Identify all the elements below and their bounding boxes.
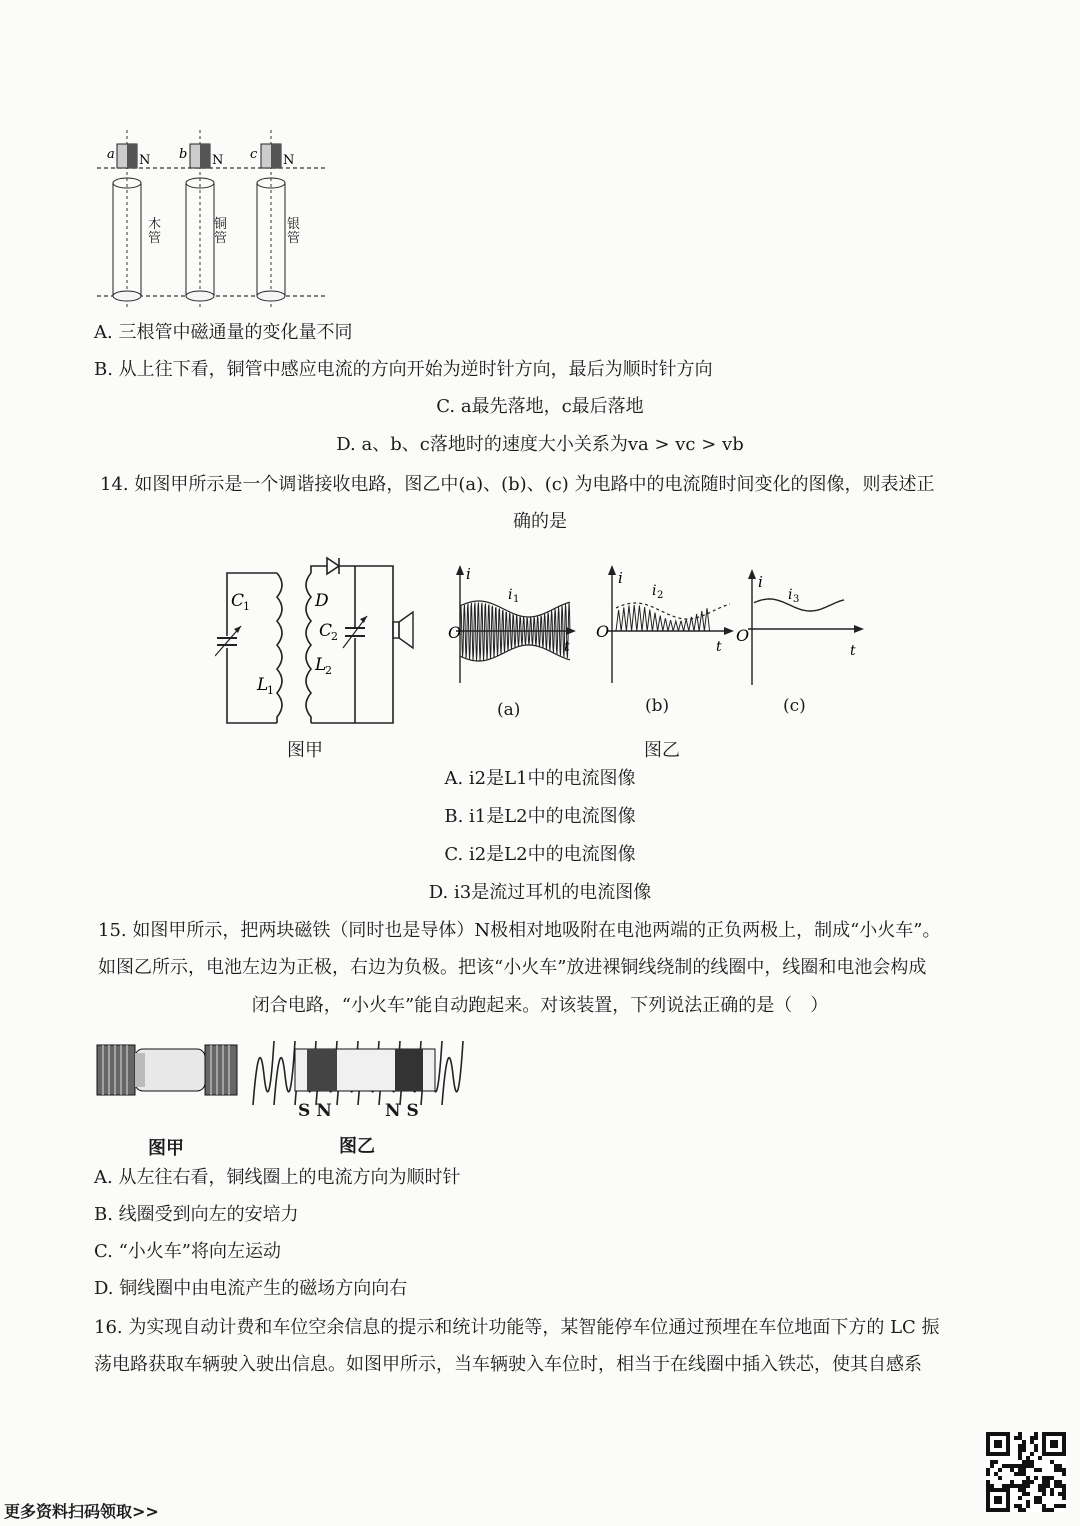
label-c1-sub: 1	[243, 600, 250, 613]
graph-b	[596, 565, 734, 683]
tube-label-copper: 铜管	[214, 217, 228, 246]
q14-stem-line1: 14. 如图甲所示是一个调谐接收电路，图乙中(a)、(b)、(c) 为电路中的电流随时间变化的图像，则表述正	[100, 474, 935, 495]
q14-option-a: A. i2是L1中的电流图像	[444, 768, 636, 789]
q15-fig-a-caption: 图甲	[148, 1138, 184, 1159]
q13-option-d: D. a、b、c落地时的速度大小关系为va > vc > vb	[336, 434, 744, 455]
svg-text:3: 3	[793, 594, 800, 605]
q16-stem-line1: 16. 为实现自动计费和车位空余信息的提示和统计功能等，某智能停车位通过预埋在车位地面下方的 LC 振	[94, 1317, 940, 1338]
q15-option-b: B. 线圈受到向左的安培力	[94, 1204, 299, 1225]
train-fig-a	[97, 1045, 237, 1095]
svg-text:i: i	[788, 587, 793, 603]
tube-label-silver: 银管	[287, 217, 301, 246]
pole-label-c: N	[283, 153, 295, 168]
q15-fig-b-caption: 图乙	[339, 1136, 375, 1157]
current-graphs	[440, 565, 875, 695]
q14-option-c: C. i2是L2中的电流图像	[444, 844, 636, 865]
svg-text:O: O	[736, 626, 750, 645]
graph-a-caption: (a)	[497, 700, 521, 720]
svg-text:i: i	[466, 565, 471, 583]
q15-stem-line3: 闭合电路，“小火车”能自动跑起来。对该装置，下列说法正确的是（ ）	[251, 995, 829, 1016]
magnet-label-b: b	[179, 147, 188, 162]
svg-text:i: i	[758, 573, 763, 591]
svg-text:t: t	[850, 643, 856, 659]
graph-b-caption: (b)	[645, 696, 670, 716]
svg-text:t: t	[564, 639, 570, 655]
q13-option-c: C. a最先落地，c最后落地	[436, 396, 644, 417]
footer-link[interactable]: 更多资料扫码领取>>	[4, 1502, 159, 1521]
svg-text:2: 2	[657, 590, 664, 601]
svg-text:O: O	[596, 622, 610, 641]
svg-text:t: t	[716, 639, 722, 655]
train-fig-b	[253, 1041, 463, 1105]
q15-option-a: A. 从左往右看，铜线圈上的电流方向为顺时针	[94, 1167, 461, 1188]
svg-text:1: 1	[513, 594, 520, 605]
tube-label-wood: 木管	[148, 217, 162, 246]
magnet-label-a: a	[107, 147, 115, 162]
label-l2: L	[315, 655, 327, 675]
label-c2: C	[319, 621, 333, 641]
graph-c-caption: (c)	[783, 696, 806, 716]
graph-c	[736, 569, 864, 685]
pole-label-b: N	[212, 153, 224, 168]
svg-text:i: i	[508, 587, 513, 603]
q15-option-d: D. 铜线圈中由电流产生的磁场方向向右	[94, 1278, 408, 1299]
tube-set-c	[257, 130, 285, 308]
q13-option-a: A. 三根管中磁通量的变化量不同	[94, 322, 353, 343]
q14-option-b: B. i1是L2中的电流图像	[444, 806, 636, 827]
magnet-label-c: c	[250, 147, 258, 162]
tube-set-b	[186, 130, 214, 308]
svg-text:i: i	[652, 583, 657, 599]
pole-label-a: N	[139, 153, 151, 168]
tube-set-a	[113, 130, 141, 308]
q15-stem-line1: 15. 如图甲所示，把两块磁铁（同时也是导体）N极相对地吸附在电池两端的正负两极上，制成“小火车”。	[98, 920, 941, 941]
label-c2-sub: 2	[331, 630, 338, 643]
svg-text:i: i	[618, 569, 623, 587]
label-d: D	[315, 591, 329, 611]
label-l1: L	[257, 675, 269, 695]
label-l1-sub: 1	[267, 684, 274, 697]
q15-stem-line2: 如图乙所示，电池左边为正极，右边为负极。把该“小火车”放进裸铜线绕制的线圈中，线圈和电池会构成	[98, 957, 927, 978]
q16-stem-line2: 荡电路获取车辆驶入驶出信息。如图甲所示，当车辆驶入车位时，相当于在线圈中插入铁芯，使其自感系	[94, 1354, 922, 1375]
q14-option-d: D. i3是流过耳机的电流图像	[428, 882, 652, 903]
label-l2-sub: 2	[325, 664, 332, 677]
tuning-circuit-diagram	[215, 548, 420, 733]
q14-stem-line2: 确的是	[513, 511, 567, 532]
pole-labels: S N N S	[298, 1101, 419, 1121]
q15-option-c: C. “小火车”将向左运动	[94, 1241, 281, 1262]
label-c1: C	[231, 591, 245, 611]
svg-text:O: O	[448, 623, 462, 642]
q14-fig-b-caption: 图乙	[644, 740, 680, 761]
graph-a	[448, 565, 576, 683]
qr-code-icon[interactable]	[986, 1432, 1066, 1512]
q13-option-b: B. 从上往下看，铜管中感应电流的方向开始为逆时针方向，最后为顺时针方向	[94, 359, 713, 380]
q14-fig-a-caption: 图甲	[287, 740, 323, 761]
